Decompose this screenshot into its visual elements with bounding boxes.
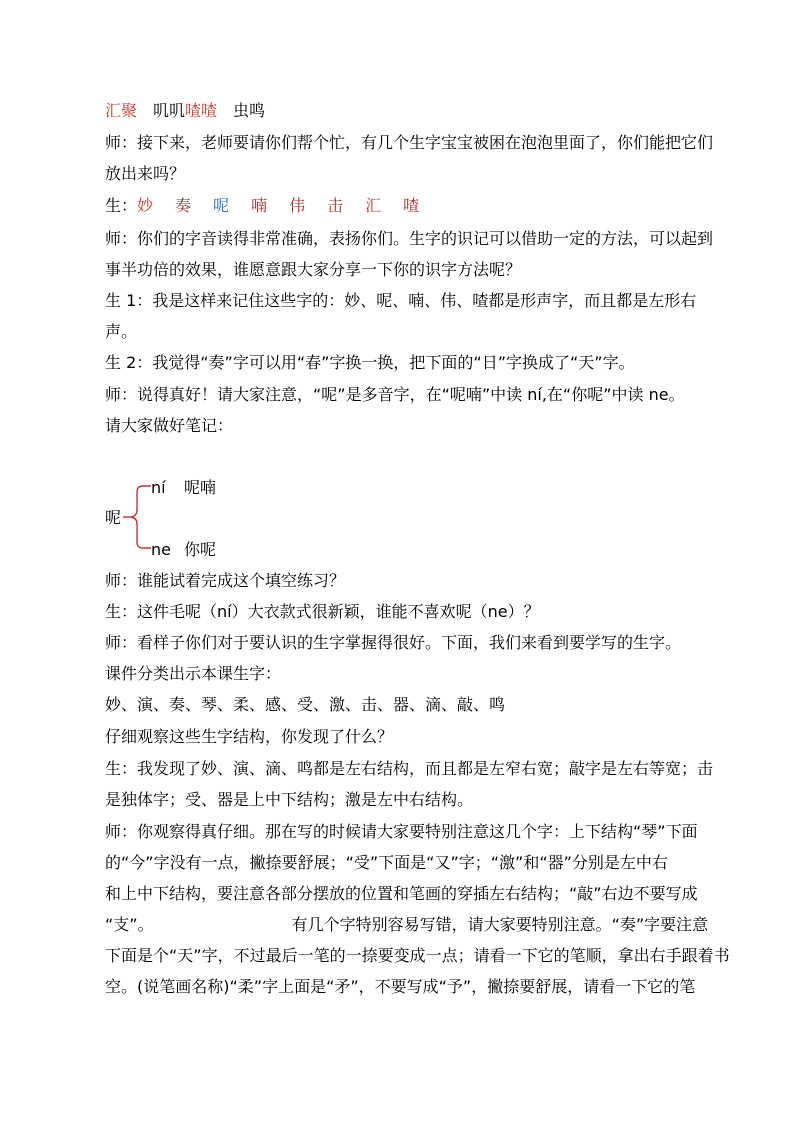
text-fragment: 有几个字特别容易写错，请大家要特别注意。“奏”字要注意 [291,915,709,934]
text-line: 请大家做好笔记： [105,416,234,435]
text-line: 和上中下结构，要注意各部分摆放的位置和笔画的穿插左右结构；“敲”右边不要写成 [105,884,698,903]
speaker-label: 生： [105,196,138,215]
student-chars-line [105,195,419,217]
char-list-line: 妙、演、奏、琴、柔、感、受、激、击、器、滴、敲、鸣 [105,695,506,714]
student-line: 生：这件毛呢（ní）大衣款式很新颖，谁能不喜欢呢（ne）？ [105,602,540,621]
char-item: 伟 [289,196,306,215]
text-line: 是独体字；受、器是上中下结构；激是左中右结构。 [105,790,474,809]
char-item: 喃 [251,196,268,215]
teacher-line: 师：说得真好！请大家注意，“呢”是多音字，在“呢喃”中读 ní,在“你呢”中读 ne。 [105,385,685,404]
student-line: 生 2：我觉得“奏”字可以用“春”字换一换，把下面的“日”字换成了“天”字。 [105,353,635,372]
word-chongming: 虫鸣 [233,101,266,120]
teacher-line: 师：接下来，老师要请你们帮个忙，有几个生字宝宝被困在泡泡里面了，你们能把它们 [105,133,714,152]
char-item: 汇 [365,196,382,215]
char-item: 奏 [175,196,192,215]
text-line: 课件分类出示本课生字： [105,664,282,683]
word-chacha: 喳喳 [185,101,218,120]
brace-char: 呢 [105,508,122,527]
text-line: 放出来吗？ [105,164,186,183]
teacher-line: 师：你观察得真仔细。那在写的时候请大家要特别注意这几个字：上下结构“琴”下面 [105,822,698,841]
text-line: 空。(说笔画名称)“柔”字上面是“矛”，不要写成“予”，撇捺要舒展，请看一下它的笔 [105,977,696,996]
teacher-line: 师：看样子你们对于要认识的生字掌握得很好。下面，我们来看到要学写的生字。 [105,633,682,652]
vocab-line [105,100,265,122]
text-line: 下面是个“天”字，不过最后一笔的一捺要变成一点；请看一下它的笔顺，拿出右手跟着书 [105,946,730,965]
char-item: 呢 [213,196,230,215]
student-line: 生：我发现了妙、演、滴、鸣都是左右结构，而且都是左窄右宽；敲字是左右等宽；击 [105,759,714,778]
char-item: 妙 [137,196,154,215]
text-line [105,914,708,936]
word-bottom: 你呢 [184,540,217,559]
char-item: 击 [327,196,344,215]
word-top: 呢喃 [184,478,217,497]
text-line: 仔细观察这些生字结构，你发现了什么？ [105,727,394,746]
word-jiji: 叽叽 [153,101,186,120]
pinyin-top: ní [151,478,166,497]
text-line: 事半功倍的效果，谁愿意跟大家分享一下你的识字方法呢？ [105,260,522,279]
teacher-line: 师：谁能试着完成这个填空练习？ [105,571,346,590]
pinyin-bottom: ne [151,540,171,559]
text-line: 的“今”字没有一点，撇捺要舒展；“受”下面是“又”字；“激”和“器”分别是左中右 [105,853,668,872]
word-huiju: 汇聚 [105,101,138,120]
char-item: 喳 [403,196,420,215]
student-line: 生 1：我是这样来记住这些字的：妙、呢、喃、伟、喳都是形声字，而且都是左形右 [105,291,697,310]
teacher-line: 师：你们的字音读得非常准确，表扬你们。生字的识记可以借助一定的方法，可以起到 [105,229,714,248]
text-line: 声。 [105,322,138,341]
text-fragment: “支”。 [105,915,154,934]
